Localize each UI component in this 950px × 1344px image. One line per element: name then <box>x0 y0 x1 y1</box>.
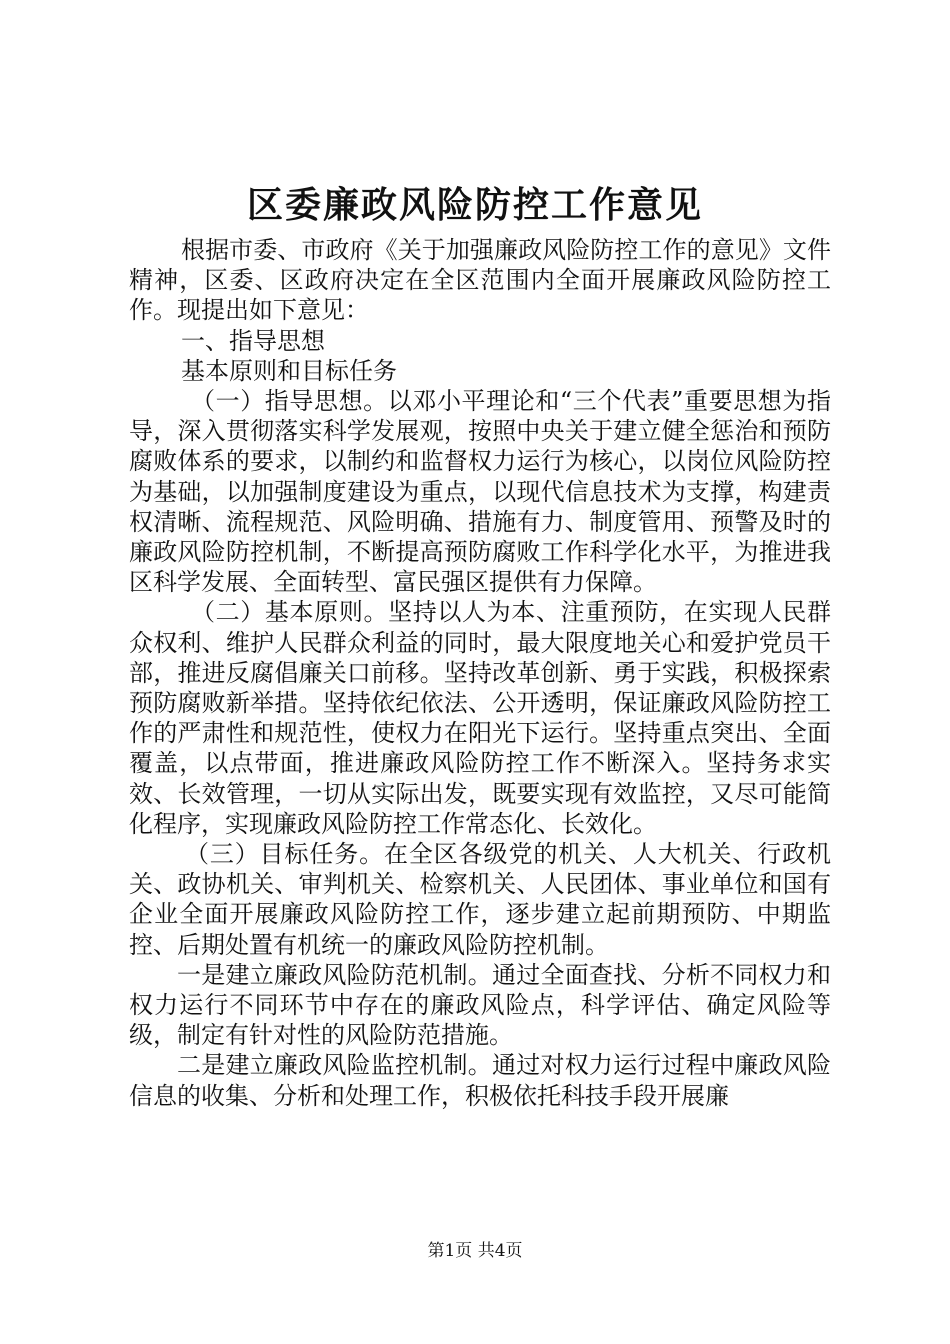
paragraph-intro: 根据市委、市政府《关于加强廉政风险防控工作的意见》文件精神，区委、区政府决定在全区范围内全面开展廉政风险防控工作。现提出如下意见： <box>129 236 831 325</box>
document-body <box>129 235 831 1111</box>
heading-principles-goals: 基本原则和目标任务 <box>181 356 397 385</box>
paragraph-monitoring-mechanism: 二是建立廉政风险监控机制。通过对权力运行过程中廉政风险信息的收集、分析和处理工作，积极依托科技手段开展廉 <box>129 1051 831 1110</box>
heading-guiding-thought: 一、指导思想 <box>181 326 325 355</box>
paragraph-prevention-mechanism: 一是建立廉政风险防范机制。通过全面查找、分析不同权力和权力运行不同环节中存在的廉政风险点，科学评估、确定风险等级，制定有针对性的风险防范措施。 <box>129 960 831 1050</box>
paragraph-goals: （三）目标任务。在全区各级党的机关、人大机关、行政机关、政协机关、审判机关、检察机关、人民团体、事业单位和国有企业全面开展廉政风险防控工作，逐步建立起前期预防、中期监控、后期处置有机统一的廉政风险防控机制。 <box>129 840 831 959</box>
paragraph-guiding-thought: （一）指导思想。以邓小平理论和“三个代表”重要思想为指导，深入贯彻落实科学发展观，按照中央关于建立健全惩治和预防腐败体系的要求，以制约和监督权力运行为核心，以岗位风险防控为基础，以加强制度建设为重点，以现代信息技术为支撑，构建责权清晰、流程规范、风险明确、措施有力、制度管用、预警及时的廉政风险防控机制，不断提高预防腐败工作科学化水平，为推进我区科学发展、全面转型、富民强区提供有力保障。 <box>129 387 831 597</box>
page-number: 第1页 共4页 <box>427 1241 523 1261</box>
document-title: 区委廉政风险防控工作意见 <box>246 184 703 226</box>
paragraph-basic-principles: （二）基本原则。坚持以人为本、注重预防，在实现人民群众权利、维护人民群众利益的同时，最大限度地关心和爱护党员干部，推进反腐倡廉关口前移。坚持改革创新、勇于实践，积极探索预防腐败新举措。坚持依纪依法、公开透明，保证廉政风险防控工作的严肃性和规范性，使权力在阳光下运行。坚持重点突出、全面覆盖，以点带面，推进廉政风险防控工作不断深入。坚持务求实效、长效管理，一切从实际出发，既要实现有效监控，又尽可能简化程序，实现廉政风险防控工作常态化、长效化。 <box>129 598 831 838</box>
